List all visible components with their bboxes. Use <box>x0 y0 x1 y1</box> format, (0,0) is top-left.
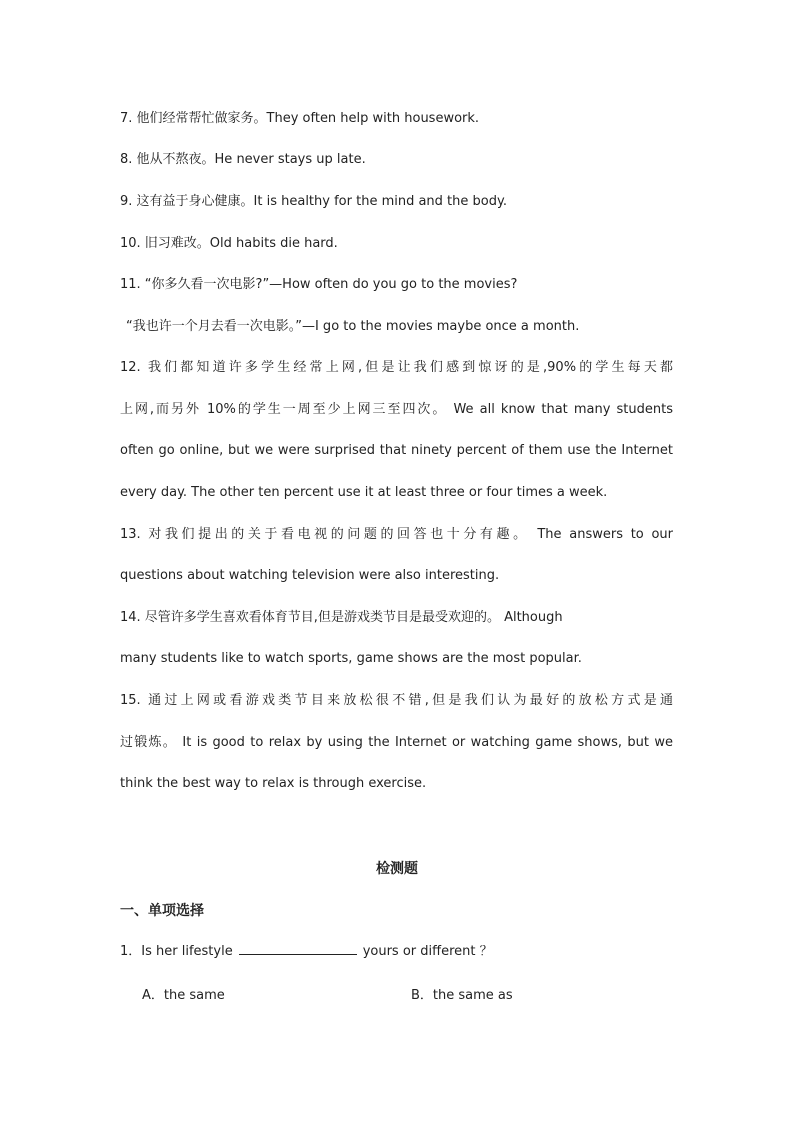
sentence-15-line-2: 过锻炼。 It is good to relax by using the Internet or watching game shows, but we <box>120 735 673 750</box>
sentence-12-line-1: 12. 我们都知道许多学生经常上网,但是让我们感到惊讶的是,90%的学生每天都 <box>120 360 673 375</box>
sentence-13-line-1: 13. 对我们提出的关于看电视的问题的回答也十分有趣。 The answers to our <box>120 527 673 542</box>
section-heading-single-choice: 一、单项选择 <box>120 903 204 919</box>
answer-blank[interactable] <box>239 942 357 955</box>
sentence-9: 9. 这有益于身心健康。It is healthy for the mind and the body. <box>120 194 507 209</box>
sentence-13-line-2: questions about watching television were also interesting. <box>120 568 500 583</box>
sentence-14-line-2: many students like to watch sports, game shows are the most popular. <box>120 651 582 666</box>
test-title: 检测题 <box>376 861 418 877</box>
sentence-11-question: 11. “你多久看一次电影?”—How often do you go to the movies? <box>120 277 518 292</box>
sentence-8: 8. 他从不熬夜。He never stays up late. <box>120 152 366 167</box>
question-1-suffix: yours or different ？ <box>362 944 493 959</box>
sentence-12-line-4: every day. The other ten percent use it at least three or four times a week. <box>120 485 608 500</box>
question-1-prefix: 1．Is her lifestyle <box>120 944 233 959</box>
sentence-15-line-3: think the best way to relax is through exercise. <box>120 776 427 791</box>
sentence-10: 10. 旧习难改。Old habits die hard. <box>120 236 338 251</box>
option-b[interactable]: B．the same as <box>411 988 513 1003</box>
option-a[interactable]: A．the same <box>142 988 225 1003</box>
sentence-11-answer: “我也许一个月去看一次电影。”—I go to the movies maybe once a month. <box>126 319 580 334</box>
sentence-14-line-1: 14. 尽管许多学生喜欢看体育节目,但是游戏类节目是最受欢迎的。 Although <box>120 610 563 625</box>
sentence-7: 7. 他们经常帮忙做家务。They often help with housework. <box>120 111 480 126</box>
sentence-15-line-1: 15. 通过上网或看游戏类节目来放松很不错,但是我们认为最好的放松方式是通 <box>120 693 673 708</box>
sentence-12-line-2: 上网,而另外 10%的学生一周至少上网三至四次。 We all know that many students <box>120 402 673 417</box>
sentence-12-line-3: often go online, but we were surprised that ninety percent of them use the Internet <box>120 443 673 458</box>
question-1 <box>120 942 493 961</box>
